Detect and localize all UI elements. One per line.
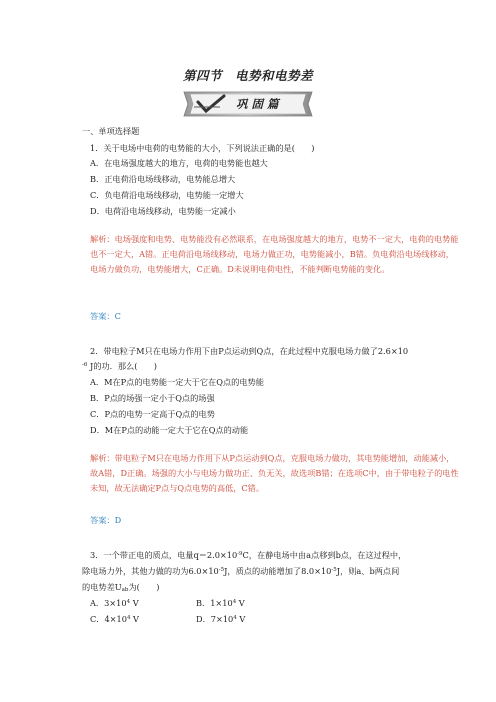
q1-option-c: C．负电荷沿电场线移动，电势能一定增大 <box>90 190 244 200</box>
q3-option-d-exp: 4 <box>233 615 237 621</box>
banner-text: 巩 固 篇 <box>236 97 279 111</box>
q3-line3-sub: ab <box>121 587 129 593</box>
q1-stem: 1．关于电场中电荷的电势能的大小，下列说法正确的是( ) <box>90 143 315 153</box>
q2-answer: 答案：D <box>90 515 122 525</box>
q2-analysis-text: 带电粒子M只在电场力作用下从P点运动到Q点，克服电场力做功，其电势能增加，动能减小，故A错，D正确。场强的大小与电场力做功正、负无关，故选项B错；在选项C中，由于带电粒子的电性未知，故无法确定P点与Q点电势的高低，C错。 <box>90 453 459 493</box>
q2-stem-end: J的功．那么( ) <box>89 361 157 371</box>
q3-line1-b: C，在静电场中由a点移到b点，在这过程中， <box>242 550 407 560</box>
q1-option-a: A．在电场强度越大的地方，电荷的电势能也越大 <box>90 158 268 168</box>
q3-option-b-unit: V <box>236 598 245 608</box>
q3-option-d-text: D．7×10 <box>196 614 234 624</box>
q2-stem-cont <box>82 361 157 372</box>
q3-option-b-exp: 4 <box>232 599 237 605</box>
q3-option-a-exp: 4 <box>126 599 131 605</box>
q2-option-d: D．M在P点的动能一定大于它在Q点的动能 <box>90 425 249 435</box>
section-banner <box>180 90 316 118</box>
q1-option-b: B．正电荷沿电场线移动，电势能总增大 <box>90 174 236 184</box>
q1-analysis <box>90 232 462 277</box>
q3-option-b <box>196 598 245 609</box>
q1-analysis-text: 电场强度和电势、电势能没有必然联系，在电场强度越大的地方，电势不一定大，电荷的电势能也不一定大，A错。正电荷沿电场线移动，电场力做正功，电势能减小，B错。负电荷沿电场线移动，电场力做负功，电势能增大，C正确。D未说明电荷电性，不能判断电势能的变化。 <box>90 234 459 274</box>
q2-stem-text: 2．带电粒子M只在电场力作用下由P点运动到Q点，在此过程中克服电场力做了2.6×10 <box>90 346 409 356</box>
q3-line2-a: 除电场力外，其他力做的功为6.0×10 <box>82 566 219 576</box>
q3-option-a-text: A．3×10 <box>90 598 127 608</box>
q3-line2-c: J，则a、b两点间 <box>336 566 400 576</box>
q2-option-b: B．P点的场强一定小于Q点的场强 <box>90 393 215 403</box>
q1-answer: 答案：C <box>90 311 121 321</box>
q2-analysis-label: 解析： <box>90 453 115 463</box>
q3-option-b-text: B．1×10 <box>196 598 233 608</box>
q1-option-d: D．电荷沿电场线移动，电势能一定减小 <box>90 206 236 216</box>
q3-option-a-unit: V <box>130 598 139 608</box>
q3-line2 <box>82 566 399 577</box>
q2-stem <box>90 346 408 357</box>
q3-option-d-unit: V <box>236 614 246 624</box>
q3-option-a <box>90 598 139 609</box>
q2-option-c: C．P点的电势一定高于Q点的电势 <box>90 409 215 419</box>
q3-line1-a: 3．一个带正电的质点，电量q＝2.0×10 <box>90 550 238 560</box>
q3-line2-exp1: -5 <box>218 567 225 573</box>
q3-line3 <box>82 582 159 593</box>
q2-option-a: A．M在P点的电势能一定大于它在Q点的电势能 <box>90 377 264 387</box>
q3-option-c-exp: 4 <box>126 615 131 621</box>
q3-option-c-unit: V <box>130 614 139 624</box>
q2-analysis <box>90 451 462 496</box>
q3-line2-b: J，质点的动能增加了8.0×10 <box>224 566 332 576</box>
q1-analysis-label: 解析： <box>90 234 115 244</box>
q3-line3-text: 的电势差U <box>82 582 122 592</box>
q3-line3-end: 为( ) <box>128 582 160 592</box>
q3-option-c <box>90 614 139 625</box>
q2-exponent: -6 <box>82 362 88 368</box>
page-title: 第四节 电势和电势差 <box>182 68 313 83</box>
q3-option-c-text: C．4×10 <box>90 614 127 624</box>
q3-option-d <box>196 614 245 625</box>
section-heading: 一、单项选择题 <box>82 126 140 136</box>
q3-line1 <box>90 550 406 561</box>
q3-line2-exp2: -5 <box>331 567 337 573</box>
q3-line1-exp: -9 <box>237 551 243 557</box>
